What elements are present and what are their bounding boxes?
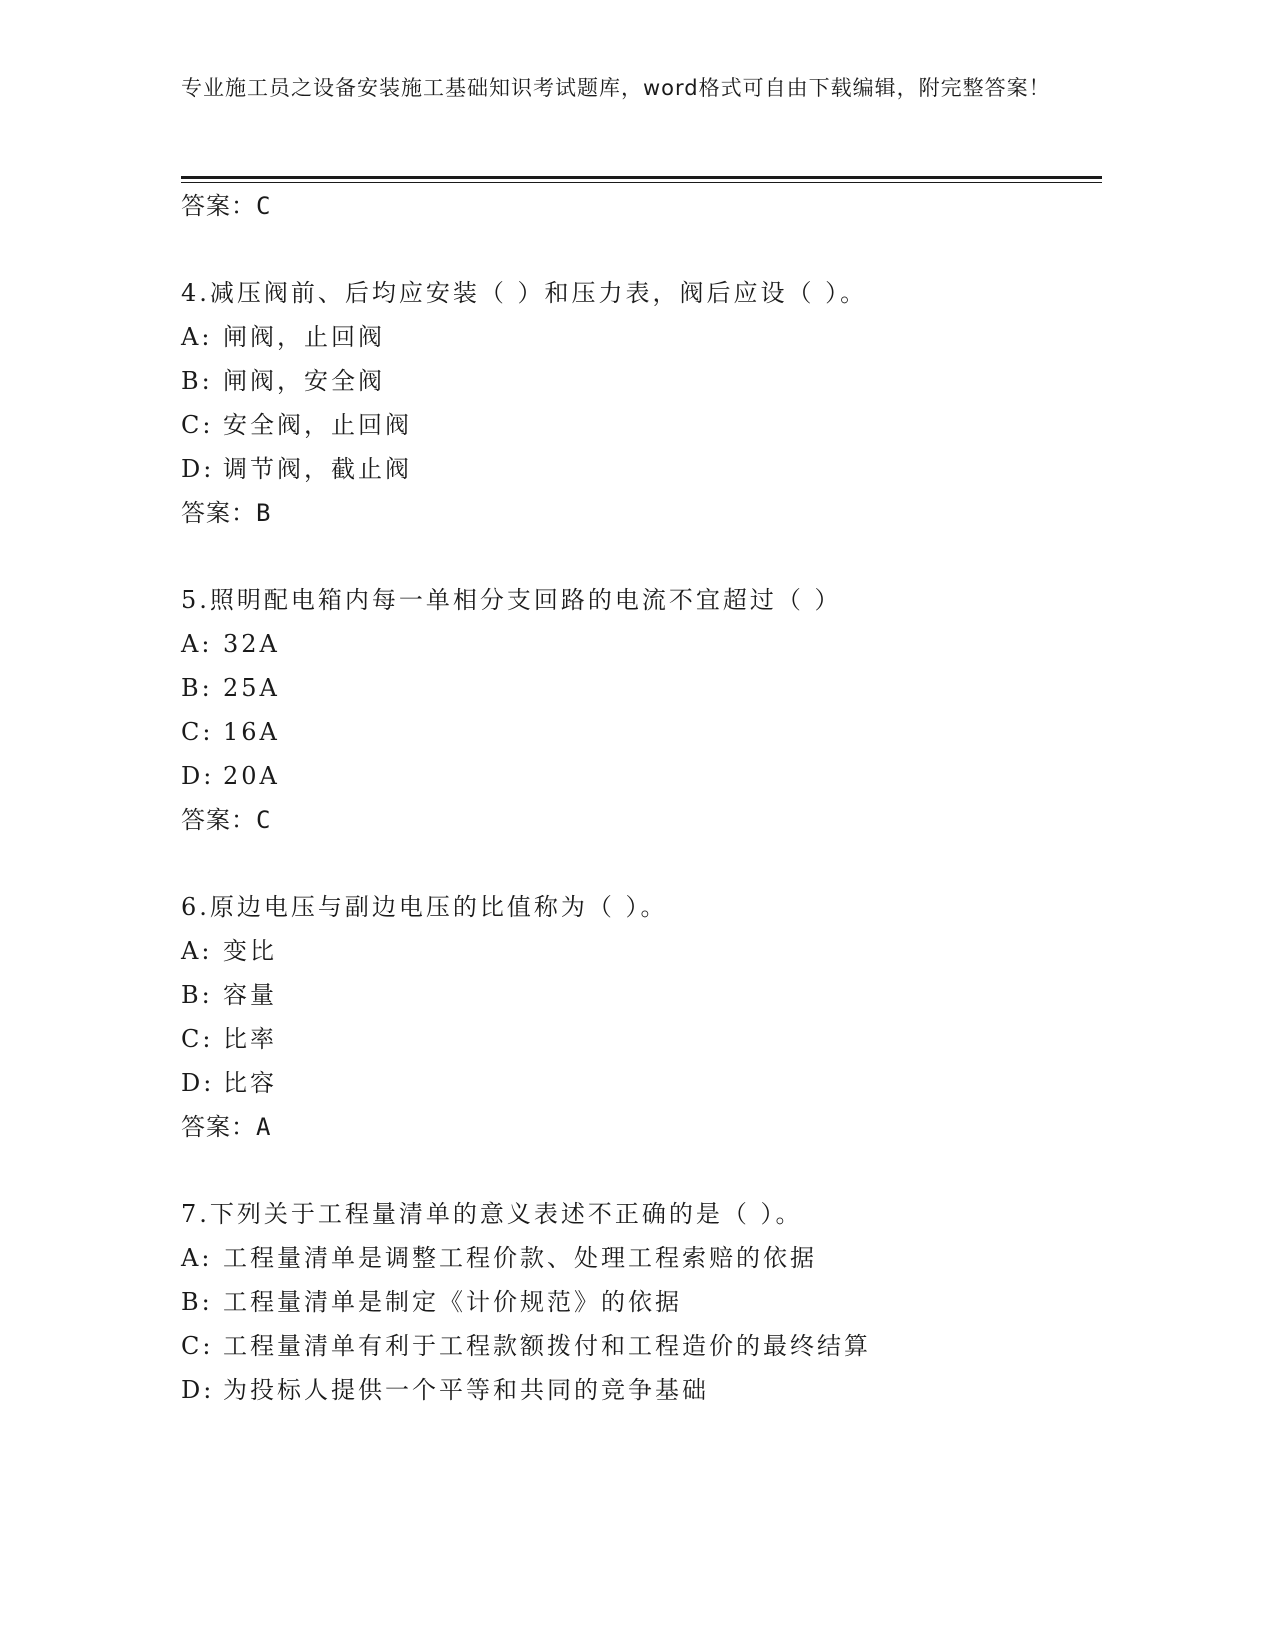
option-b bbox=[181, 666, 1102, 710]
option-text: 20A bbox=[223, 762, 280, 790]
option-b bbox=[181, 359, 1102, 403]
option-text: 比容 bbox=[223, 1069, 277, 1097]
option-b bbox=[181, 1280, 1102, 1324]
option-letter: C: bbox=[181, 411, 214, 439]
option-c bbox=[181, 1324, 1102, 1368]
document-header: 专业施工员之设备安装施工基础知识考试题库，word格式可自由下载编辑，附完整答案！ bbox=[181, 76, 1051, 100]
option-letter: C: bbox=[181, 1025, 214, 1053]
option-text: 25A bbox=[223, 674, 280, 702]
option-letter: B: bbox=[181, 1288, 213, 1316]
option-text: 闸阀，止回阀 bbox=[223, 323, 385, 351]
option-c bbox=[181, 1017, 1102, 1061]
option-text: 调节阀，截止阀 bbox=[223, 455, 412, 483]
option-letter: B: bbox=[181, 367, 213, 395]
option-d bbox=[181, 1061, 1102, 1105]
answer-line: 答案：B bbox=[181, 499, 272, 527]
option-text: 工程量清单有利于工程款额拨付和工程造价的最终结算 bbox=[223, 1332, 871, 1360]
option-letter: D: bbox=[181, 455, 215, 483]
option-text: 安全阀，止回阀 bbox=[223, 411, 412, 439]
option-text: 比率 bbox=[223, 1025, 277, 1053]
option-letter: A: bbox=[181, 630, 213, 658]
header-rule-thick bbox=[181, 176, 1102, 179]
question-stem: 6.原边电压与副边电压的比值称为（ ）。 bbox=[181, 893, 668, 921]
option-b bbox=[181, 973, 1102, 1017]
option-text: 容量 bbox=[223, 981, 277, 1009]
option-a bbox=[181, 622, 1102, 666]
option-letter: D: bbox=[181, 762, 215, 790]
option-letter: D: bbox=[181, 1069, 215, 1097]
option-d bbox=[181, 754, 1102, 798]
question-stem: 4.减压阀前、后均应安装（ ）和压力表，阀后应设（ ）。 bbox=[181, 279, 868, 307]
option-letter: A: bbox=[181, 937, 213, 965]
option-c bbox=[181, 403, 1102, 447]
answer-line: 答案：C bbox=[181, 192, 272, 220]
option-letter: A: bbox=[181, 1244, 213, 1272]
option-text: 闸阀，安全阀 bbox=[223, 367, 385, 395]
option-d bbox=[181, 447, 1102, 491]
option-letter: B: bbox=[181, 981, 213, 1009]
option-a bbox=[181, 315, 1102, 359]
question-list bbox=[181, 184, 1102, 1412]
option-letter: D: bbox=[181, 1376, 215, 1404]
question-block bbox=[181, 1192, 1102, 1412]
question-block bbox=[181, 271, 1102, 535]
option-letter: C: bbox=[181, 1332, 214, 1360]
question-block bbox=[181, 578, 1102, 842]
option-letter: C: bbox=[181, 718, 214, 746]
option-letter: B: bbox=[181, 674, 213, 702]
option-c bbox=[181, 710, 1102, 754]
option-text: 工程量清单是调整工程价款、处理工程索赔的依据 bbox=[223, 1244, 817, 1272]
option-text: 为投标人提供一个平等和共同的竞争基础 bbox=[223, 1376, 709, 1404]
question-stem: 5.照明配电箱内每一单相分支回路的电流不宜超过（ ） bbox=[181, 586, 842, 614]
option-d bbox=[181, 1368, 1102, 1412]
option-letter: A: bbox=[181, 323, 213, 351]
option-text: 工程量清单是制定《计价规范》的依据 bbox=[223, 1288, 682, 1316]
option-a bbox=[181, 1236, 1102, 1280]
header-rule-thin bbox=[181, 182, 1102, 183]
question-block bbox=[181, 885, 1102, 1149]
option-a bbox=[181, 929, 1102, 973]
answer-line: 答案：C bbox=[181, 806, 272, 834]
option-text: 变比 bbox=[223, 937, 277, 965]
answer-line: 答案：A bbox=[181, 1113, 272, 1141]
option-text: 32A bbox=[223, 630, 280, 658]
question-stem: 7.下列关于工程量清单的意义表述不正确的是（ ）。 bbox=[181, 1200, 803, 1228]
option-text: 16A bbox=[223, 718, 280, 746]
